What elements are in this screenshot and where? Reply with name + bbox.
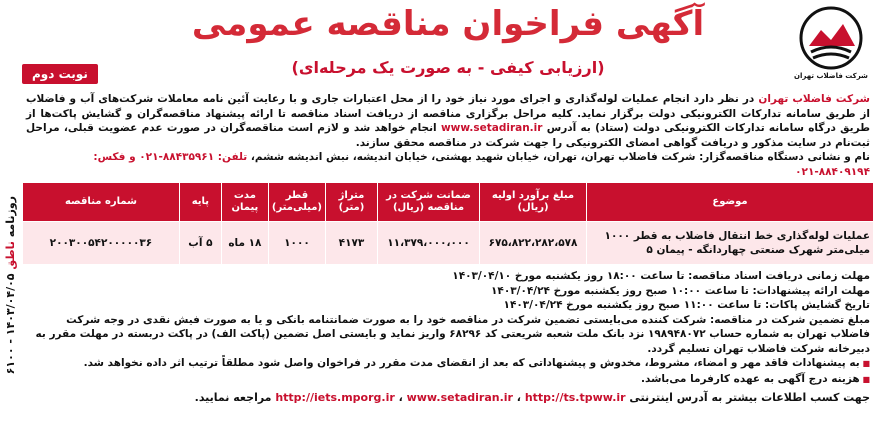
td-grade: ۵ آب xyxy=(179,222,221,265)
th-diameter: قطر (میلی‌متر) xyxy=(268,183,325,222)
td-length: ۴۱۷۳ xyxy=(326,222,378,265)
contact-line xyxy=(22,150,874,180)
edition-badge: نوبت دوم xyxy=(22,64,98,84)
logo-caption: شرکت فاضلاب تهران xyxy=(794,72,868,80)
contact-address: نام و نشانی دستگاه مناقصه‌گزار: شرکت فاضلاب تهران، تهران، خیابان شهید بهشتی، خیابان اندیشه، نبش اندیشه ششم، xyxy=(247,151,870,163)
detail-opening-date: تاریخ گشایش پاکات: تا ساعت ۱۱:۰۰ صبح روز یکشنبه مورخ ۱۴۰۳/۰۴/۲۴ xyxy=(503,299,870,311)
table-row xyxy=(23,222,874,265)
notice-header xyxy=(22,0,874,92)
th-subject: موضوع xyxy=(587,183,874,222)
th-grade: پایه xyxy=(179,183,221,222)
intro-paragraph xyxy=(22,92,874,150)
tender-details xyxy=(22,265,874,387)
side-newspaper-word: روزنامه xyxy=(3,195,17,238)
td-duration: ۱۸ ماه xyxy=(221,222,268,265)
contact-phone-fax: تلفن: ۸۸۴۳۵۹۶۱-۰۲۱ و فکس: ۸۸۴۰۹۱۹۴-۰۲۱ xyxy=(93,151,870,178)
notice-title: آگهی فراخوان مناقصه عمومی xyxy=(191,4,705,44)
notice-subtitle: (ارزیابی کیفی - به صورت یک مرحله‌ای) xyxy=(291,58,605,77)
th-guarantee: ضمانت شرکت در مناقصه (ریال) xyxy=(378,183,480,222)
detail-bullet-1: ■ به پیشنهادات فاقد مهر و امضاء، مشروط، مخدوش و پیشنهاداتی که بعد از انقضای مدت مقرر در فراخوان واصل شود مطلقاً ترتیب اثر داده نخواهد شد. xyxy=(26,356,870,372)
td-subject: عملیات لوله‌گذاری خط انتقال فاضلاب به قطر ۱۰۰۰ میلی‌متر شهرک صنعتی چهاردانگه - پیمان ۵ xyxy=(587,222,874,265)
side-newspaper-name: ناطق xyxy=(3,240,17,270)
footer-links: جهت کسب اطلاعات بیشتر به آدرس اینترنتی http://iets.mporg.ir ، www.setadiran.ir ، http://ts.tpww.ir مراجعه نمایید. xyxy=(194,391,870,404)
intro-setad-link[interactable]: www.setadiran.ir xyxy=(440,122,543,134)
th-estimate: مبلغ برآورد اولیه (ریال) xyxy=(480,183,587,222)
detail-doc-deadline: مهلت زمانی دریافت اسناد مناقصه: تا ساعت ۱۸:۰۰ روز یکشنبه مورخ ۱۴۰۳/۰۴/۱۰ xyxy=(452,270,870,282)
footer-link-tpww[interactable]: http://ts.tpww.ir xyxy=(524,391,626,404)
td-diameter: ۱۰۰۰ xyxy=(268,222,325,265)
tender-table xyxy=(22,182,874,265)
td-tender-number: ۲۰۰۳۰۰۵۴۲۰۰۰۰۰۳۶ xyxy=(23,222,180,265)
footer-label: جهت کسب اطلاعات بیشتر به آدرس اینترنتی xyxy=(625,391,870,404)
footer-tail: مراجعه نمایید. xyxy=(194,391,276,404)
th-duration: مدت پیمان xyxy=(221,183,268,222)
detail-bid-deadline: مهلت ارائه پیشنهادات: تا ساعت ۱۰:۰۰ صبح روز یکشنبه مورخ ۱۴۰۳/۰۴/۲۴ xyxy=(491,284,870,297)
intro-company: شرکت فاضلاب تهران xyxy=(758,93,870,105)
th-tender-number: شماره مناقصه xyxy=(23,183,180,222)
company-logo xyxy=(792,6,870,86)
newspaper-side-strip xyxy=(0,150,20,420)
td-estimate: ۶۷۵،۸۲۲،۲۸۲،۵۷۸ xyxy=(480,222,587,265)
intro-text-2: انجام خواهد شد و لازم است مناقصه‌گران در صورت عدم عضویت قبلی، مراحل ثبت‌نام در سایت مذکور و دریافت گواهی امضای الکترونیکی را جهت شرکت در مناقصه محقق سازند. xyxy=(26,122,870,149)
sewage-company-logo-icon xyxy=(799,6,863,70)
td-guarantee: ۱۱،۳۷۹،۰۰۰،۰۰۰ xyxy=(378,222,480,265)
intro-text-1: در نظر دارد انجام عملیات لوله‌گذاری و اجرای مورد نیاز خود را از محل اعتبارات جاری و با رعایت آئین نامه معاملات شرکت‌های آب و فاضلاب از طریق سامانه تدارکات الکترونیکی دولت برگزار نماید. کلیه مراحل برگزاری مناقصه از دریافت اسناد مناقصه تا ارائه پیشنهاد مناقصه‌گران و گشایش پاکت‌ها از طریق درگاه سامانه تدارکات الکترونیکی دولت (ستاد) به آدرس xyxy=(26,93,870,134)
table-header-row xyxy=(23,183,874,222)
detail-bullet-2: ■ هزینه درج آگهی به عهده کارفرما می‌باشد. xyxy=(26,372,870,388)
notice-content xyxy=(22,0,874,425)
footer-link-iets[interactable]: http://iets.mporg.ir xyxy=(275,391,395,404)
side-issue-date: ۱۴۰۳/۰۴/۰۵ - ۶۱۰۰ xyxy=(3,273,17,375)
th-length: متراژ (متر) xyxy=(326,183,378,222)
detail-guarantee: مبلغ تضمین شرکت در مناقصه: شرکت کننده می‌بایستی تضمین شرکت در مناقصه خود را به صورت ضمانتنامه بانکی و یا به صورت فیش نقدی در وجه شرکت فاضلاب تهران به شماره حساب ۱۹۸۹۴۸۰۷۲ نزد بانک ملت شعبه شریعتی کد ۶۸۲۹۶ واریز نماید و بایستی اصل تضمین (پاکت الف) در پاکت دربسته در مهلت مقرر به دبیرخانه شرکت فاضلاب تهران تسلیم گردد. xyxy=(35,313,870,355)
footer-link-setad[interactable]: www.setadiran.ir xyxy=(406,391,513,404)
